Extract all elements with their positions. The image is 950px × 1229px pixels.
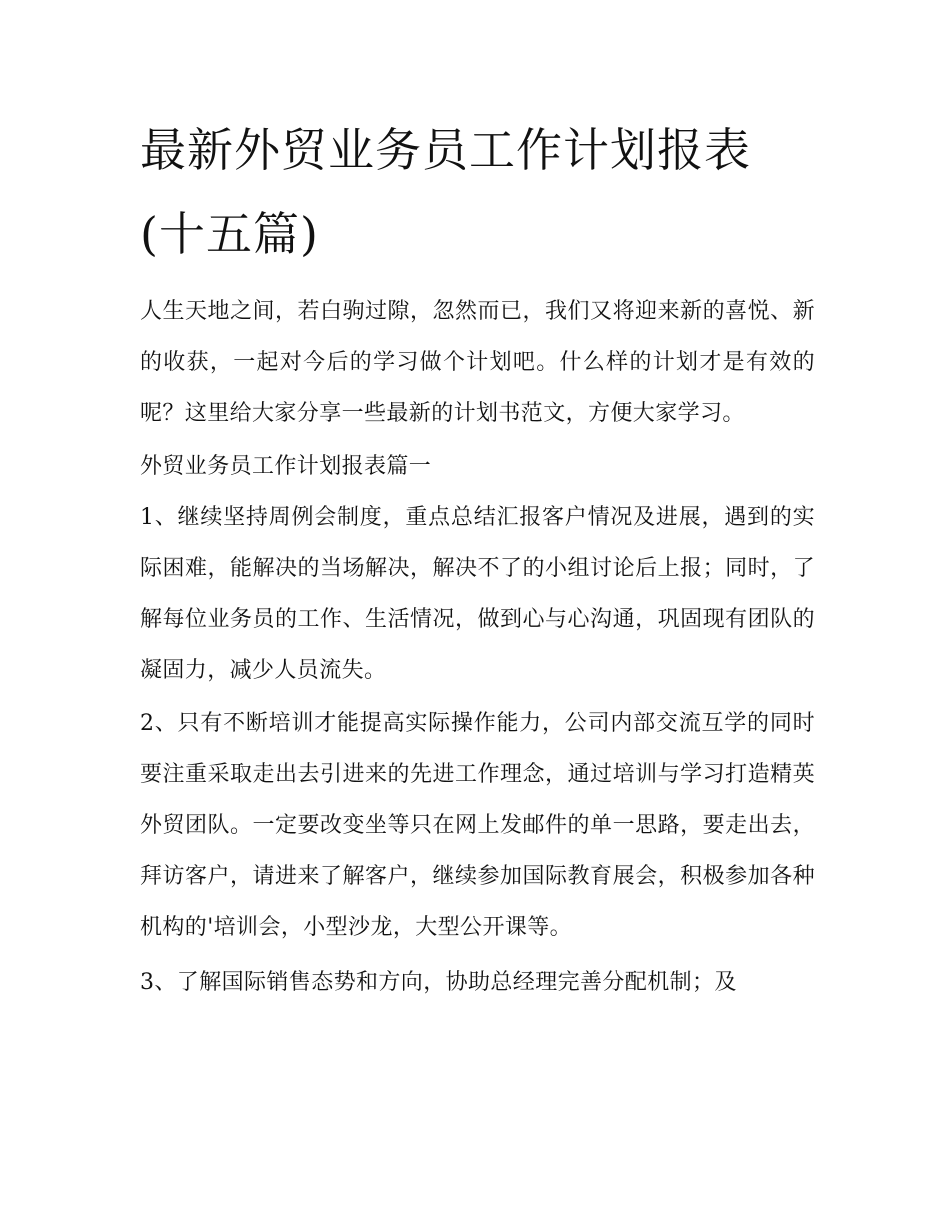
section-heading: 外贸业务员工作计划报表篇一 [140, 454, 432, 479]
document-body [140, 108, 815, 1008]
list-item: 2、只有不断培训才能提高实际操作能力，公司内部交流互学的同时要注重采取走出去引进来的先进工作理念，通过培训与学习打造精英外贸团队。一定要改变坐等只在网上发邮件的单一思路，要走出去，拜访客户，请进来了解客户，继续参加国际教育展会，积极参加各种机构的'培训会，小型沙龙，大型公开课等。 [140, 711, 815, 940]
intro-paragraph: 人生天地之间，若白驹过隙，忽然而已，我们又将迎来新的喜悦、新的收获，一起对今后的学习做个计划吧。什么样的计划才是有效的呢？这里给大家分享一些最新的计划书范文，方便大家学习。 [140, 299, 815, 426]
list-item: 1、继续坚持周例会制度，重点总结汇报客户情况及进展，遇到的实际困难，能解决的当场解决，解决不了的小组讨论后上报；同时，了解每位业务员的工作、生活情况，做到心与心沟通，巩固现有团队的凝固力，减少人员流失。 [140, 505, 815, 683]
list-item: 3、了解国际销售态势和方向，协助总经理完善分配机制；及 [140, 970, 737, 995]
document-title: 最新外贸业务员工作计划报表(十五篇) [140, 123, 751, 261]
